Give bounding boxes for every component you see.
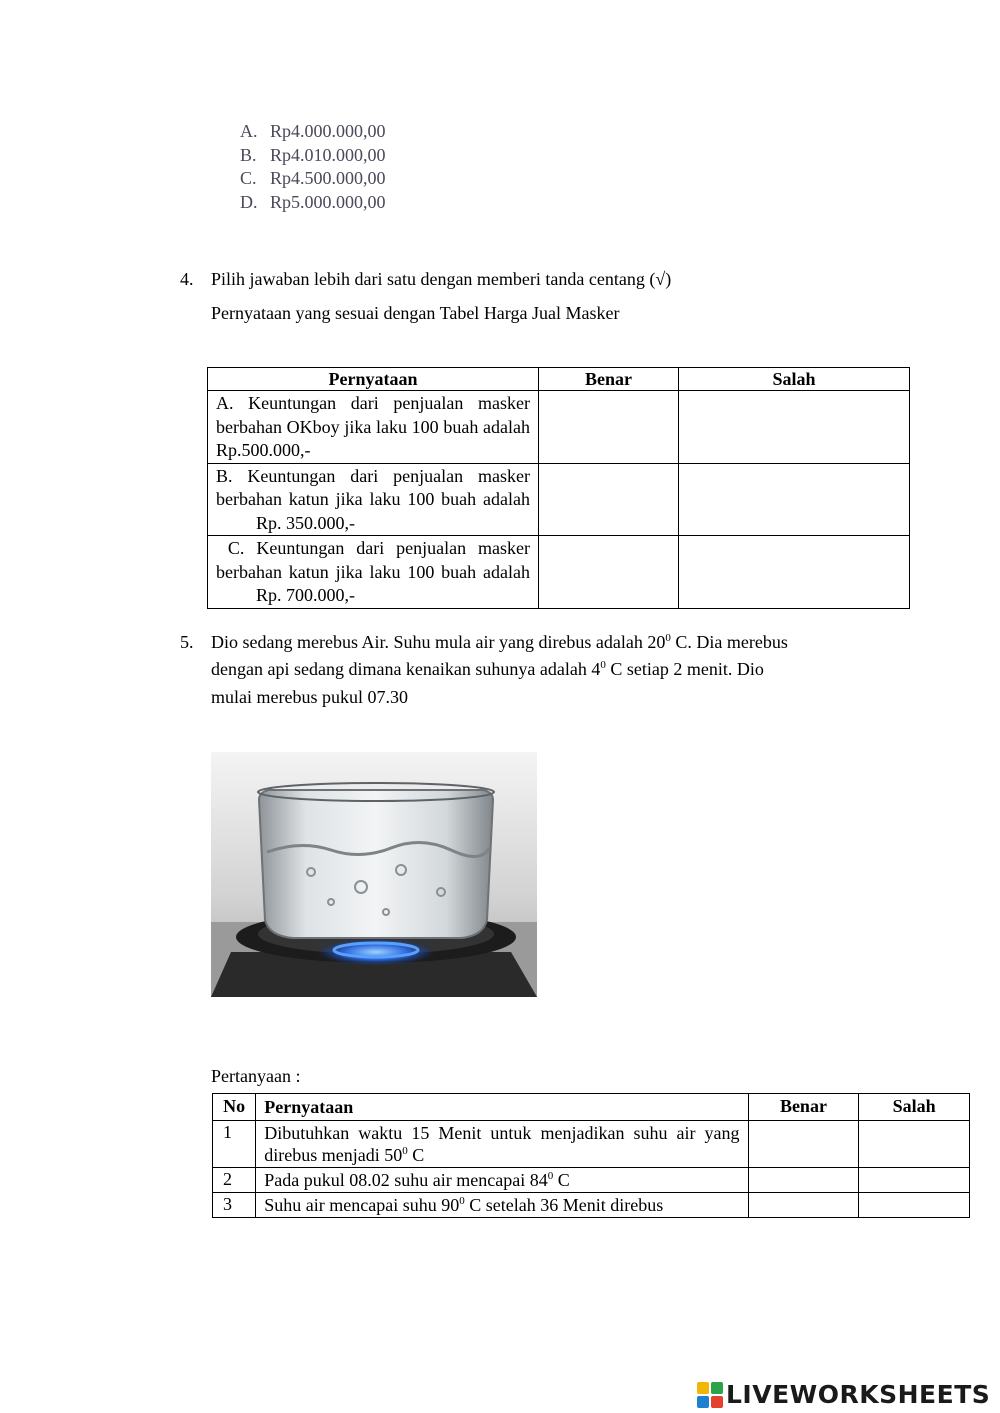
q5-line-2: dengan api sedang dimana kenaikan suhunya adalah $4^0$ C setiap 2 menit. Dio [211,659,764,679]
row-number: 1 [213,1121,256,1168]
option-b[interactable]: B. Rp4.010.000,00 [240,144,386,165]
header-no: No [213,1094,256,1121]
header-pernyataan: Pernyataan [208,368,539,391]
benar-cell-1[interactable] [748,1121,859,1168]
table-row [213,1121,970,1168]
logo-mark-icon [697,1382,723,1408]
statement-c: C. Keuntungan dari penjualan masker berbahan katun jika laku 100 buah adalahRp. 700.000,- [208,536,539,609]
statement-3: Suhu air mencapai suhu $90^0$ C setelah 36 Menit direbus [256,1193,748,1218]
question-label: Pertanyaan : [211,1066,301,1086]
statement-2: Pada pukul 08.02 suhu air mencapai $84^0$ C [256,1168,748,1193]
option-a[interactable]: A. Rp4.000.000,00 [240,121,386,141]
table-row [208,391,910,464]
header-benar: Benar [748,1094,859,1121]
statement-1: Dibutuhkan waktu 15 Menit untuk menjadikan suhu air yang direbus menjadi $50^0$ C [256,1121,748,1168]
benar-cell-c[interactable] [539,536,679,609]
header-salah: Salah [679,368,910,391]
q4-number: 4. [180,269,194,289]
statement-b: B. Keuntungan dari penjualan masker berbahan katun jika laku 100 buah adalahRp. 350.000,- [208,463,539,536]
salah-cell-2[interactable] [859,1168,970,1193]
salah-cell-c[interactable] [679,536,910,609]
q5-number: 5. [180,632,194,652]
row-number: 3 [213,1193,256,1218]
q5-table [212,1093,970,1218]
benar-cell-3[interactable] [748,1193,859,1218]
header-salah: Salah [859,1094,970,1121]
q5-line-3: mulai merebus pukul 07.30 [211,687,408,707]
table-row [213,1168,970,1193]
table-header-row [213,1094,970,1121]
benar-cell-a[interactable] [539,391,679,464]
table-row [208,463,910,536]
q4-table [207,367,910,609]
row-number: 2 [213,1168,256,1193]
salah-cell-a[interactable] [679,391,910,464]
benar-cell-b[interactable] [539,463,679,536]
boiling-water-photo [211,752,537,997]
salah-cell-3[interactable] [859,1193,970,1218]
salah-cell-1[interactable] [859,1121,970,1168]
salah-cell-b[interactable] [679,463,910,536]
header-pernyataan: Pernyataan [256,1094,748,1121]
q4-instruction: Pilih jawaban lebih dari satu dengan memberi tanda centang (√) [211,269,672,289]
answer-options [240,120,386,214]
brand-name: LIVEWORKSHEETS [726,1380,991,1409]
statement-a: A. Keuntungan dari penjualan masker berbahan OKboy jika laku 100 buah adalah Rp.500.000,- [208,391,539,464]
table-header-row [208,368,910,391]
table-row [208,536,910,609]
header-benar: Benar [539,368,679,391]
benar-cell-2[interactable] [748,1168,859,1193]
option-c[interactable]: C. Rp4.500.000,00 [240,168,386,188]
option-d[interactable]: D. Rp5.000.000,00 [240,191,386,212]
table-row [213,1193,970,1218]
q4-subtitle: Pernyataan yang sesuai dengan Tabel Harga Jual Masker [211,303,620,323]
liveworksheets-logo [697,1380,990,1410]
